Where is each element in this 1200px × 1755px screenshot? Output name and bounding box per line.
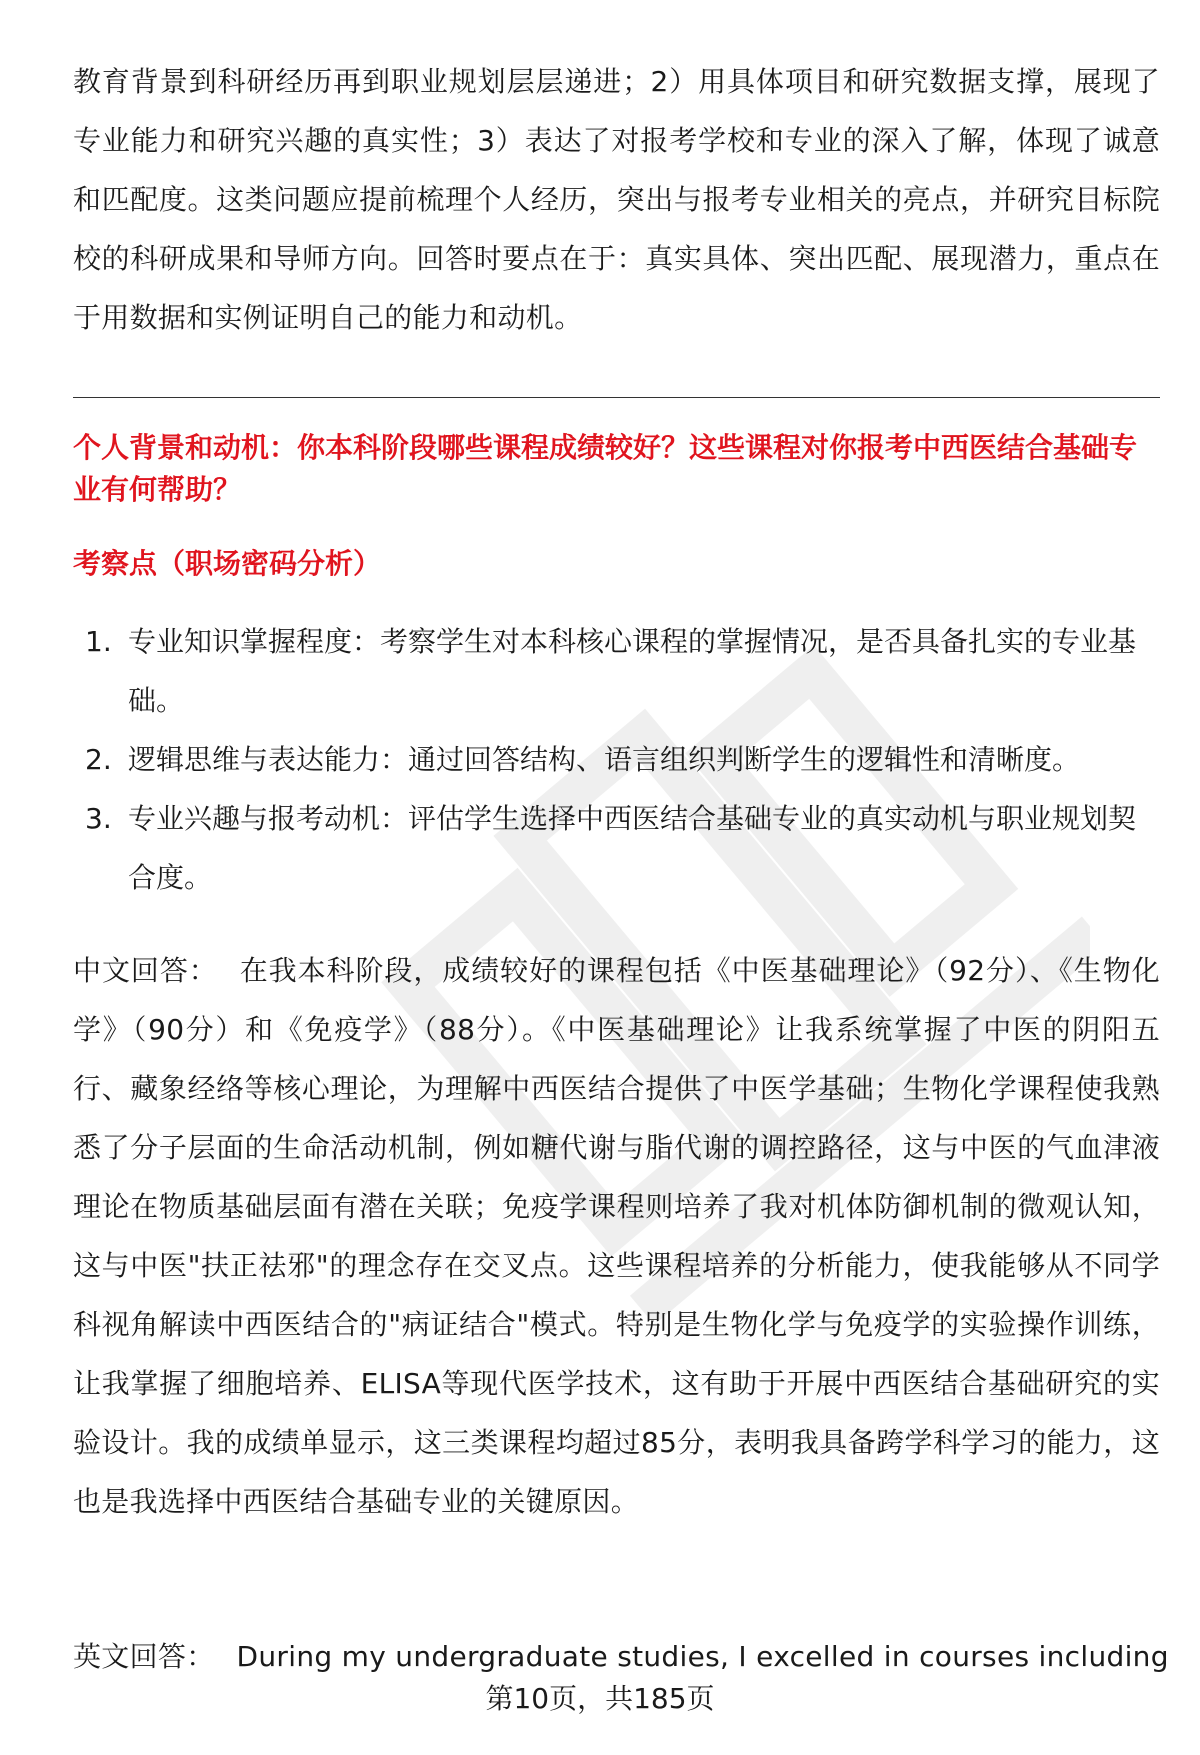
list-item-text: 专业兴趣与报考动机：评估学生选择中西医结合基础专业的真实动机与职业规划契合度。 [128, 802, 1137, 894]
intro-paragraph: 教育背景到科研经历再到职业规划层层递进；2）用具体项目和研究数据支撑，展现了专业能力和研究兴趣的真实性；3）表达了对报考学校和专业的深入了解，体现了诚意和匹配度。这类问题应提前梳理个人经历，突出与报考专业相关的亮点，并研究目标院校的科研成果和导师方向。回答时要点在于：真实具体、突出匹配、展现潜力，重点在于用数据和实例证明自己的能力和动机。 [73, 65, 1160, 334]
english-answer-label: 英文回答： [73, 1640, 215, 1673]
page-number-footer: 第10页，共185页 [485, 1682, 715, 1715]
chinese-answer [73, 941, 1160, 1531]
list-item-number: 3. [85, 802, 112, 835]
list-item [73, 612, 1160, 730]
list-item-number: 2. [85, 743, 112, 776]
list-item [73, 789, 1160, 907]
list-item-text: 专业知识掌握程度：考察学生对本科核心课程的掌握情况，是否具备扎实的专业基础。 [128, 625, 1137, 717]
section-divider [73, 397, 1160, 398]
assessment-points-list [73, 612, 1160, 907]
chinese-answer-text: 在我本科阶段，成绩较好的课程包括《中医基础理论》（92分）、《生物化学》（90分）和《免疫学》（88分）。《中医基础理论》让我系统掌握了中医的阴阳五行、藏象经络等核心理论，为理解中西医结合提供了中医学基础；生物化学课程使我熟悉了分子层面的生命活动机制，例如糖代谢与脂代谢的调控路径，这与中医的气血津液理论在物质基础层面有潜在关联；免疫学课程则培养了我对机体防御机制的微观认知，这与中医"扶正祛邪"的理念存在交叉点。这些课程培养的分析能力，使我能够从不同学科视角解读中西医结合的"病证结合"模式。特别是生物化学与免疫学的实验操作训练，让我掌握了细胞培养、ELISA等现代医学技术，这有助于开展中西医结合基础研究的实验设计。我的成绩单显示，这三类课程均超过85分，表明我具备跨学科学习的能力，这也是我选择中西医结合基础专业的关键原因。 [73, 954, 1160, 1518]
section-heading: 考察点（职场密码分析） [73, 547, 382, 580]
list-item [73, 730, 1160, 789]
list-item-text: 逻辑思维与表达能力：通过回答结构、语言组织判断学生的逻辑性和清晰度。 [128, 743, 1081, 776]
chinese-answer-label: 中文回答： [73, 954, 218, 987]
list-item-number: 1. [85, 625, 112, 658]
english-answer-text: During my undergraduate studies, I excelled in courses including [236, 1640, 1169, 1673]
question-heading: 个人背景和动机：你本科阶段哪些课程成绩较好？这些课程对你报考中西医结合基础专业有何帮助？ [73, 431, 1138, 506]
